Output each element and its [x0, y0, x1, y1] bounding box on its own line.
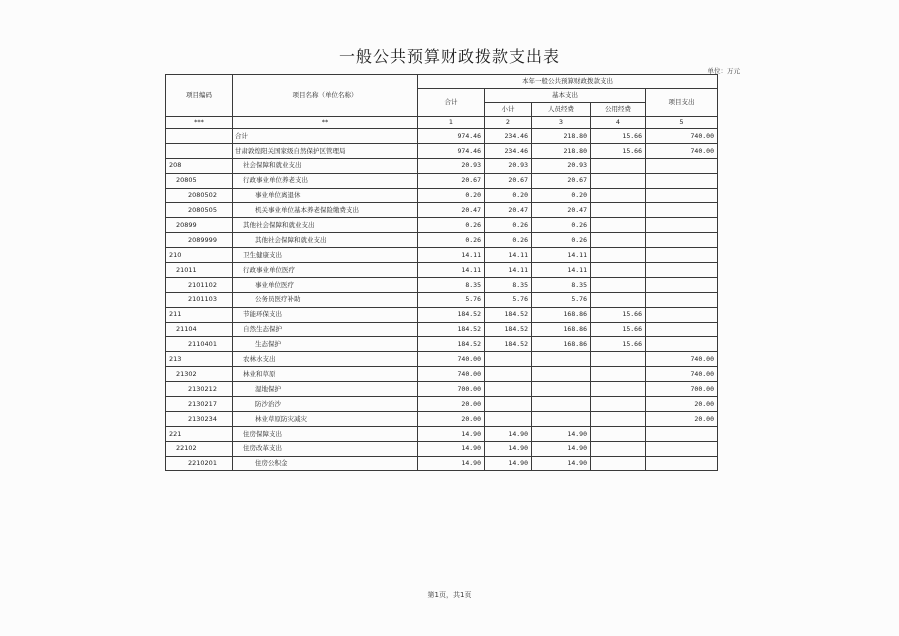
table-row [166, 203, 718, 218]
table-row [166, 248, 718, 263]
cell-subtotal: 234.46 [485, 143, 532, 158]
cell-public: 15.66 [591, 322, 646, 337]
cell-name: 行政事业单位养老支出 [233, 173, 418, 188]
cell-personnel: 8.35 [532, 277, 591, 292]
cell-total: 20.67 [418, 173, 485, 188]
cell-public [591, 173, 646, 188]
cell-personnel [532, 382, 591, 397]
cell-total: 740.00 [418, 352, 485, 367]
cell-public [591, 382, 646, 397]
cell-subtotal: 5.76 [485, 292, 532, 307]
cell-public [591, 263, 646, 278]
cell-personnel [532, 397, 591, 412]
cell-code: 2130217 [166, 397, 233, 412]
column-number: *** [166, 117, 233, 129]
cell-name: 自然生态保护 [233, 322, 418, 337]
cell-public: 15.66 [591, 337, 646, 352]
cell-project [646, 456, 718, 471]
cell-personnel: 0.26 [532, 233, 591, 248]
header-personnel: 人员经费 [532, 103, 591, 117]
header-code: 项目编码 [166, 75, 233, 117]
cell-subtotal: 20.67 [485, 173, 532, 188]
cell-personnel: 14.11 [532, 263, 591, 278]
cell-total: 14.90 [418, 426, 485, 441]
table-row [166, 337, 718, 352]
cell-personnel: 0.26 [532, 218, 591, 233]
table-row [166, 441, 718, 456]
cell-personnel [532, 367, 591, 382]
cell-personnel: 20.47 [532, 203, 591, 218]
cell-subtotal: 0.20 [485, 188, 532, 203]
cell-public [591, 426, 646, 441]
cell-public [591, 218, 646, 233]
cell-name: 卫生健康支出 [233, 248, 418, 263]
cell-project [646, 322, 718, 337]
cell-code: 2080505 [166, 203, 233, 218]
cell-total: 184.52 [418, 322, 485, 337]
cell-name: 防沙治沙 [233, 397, 418, 412]
header-subtotal: 小计 [485, 103, 532, 117]
cell-project [646, 292, 718, 307]
table-row [166, 263, 718, 278]
cell-code: 2130234 [166, 411, 233, 426]
cell-total: 740.00 [418, 367, 485, 382]
cell-public [591, 367, 646, 382]
table-row [166, 426, 718, 441]
cell-subtotal: 20.47 [485, 203, 532, 218]
cell-total: 0.26 [418, 233, 485, 248]
cell-total: 20.47 [418, 203, 485, 218]
unit-label: 单位：万元 [707, 67, 740, 75]
cell-personnel [532, 352, 591, 367]
cell-total: 974.46 [418, 143, 485, 158]
cell-public [591, 158, 646, 173]
cell-name: 节能环保支出 [233, 307, 418, 322]
cell-project [646, 248, 718, 263]
cell-project [646, 158, 718, 173]
cell-subtotal: 184.52 [485, 337, 532, 352]
table-row [166, 188, 718, 203]
column-number: 3 [532, 117, 591, 129]
cell-name: 林业草原防灾减灾 [233, 411, 418, 426]
cell-name: 行政事业单位医疗 [233, 263, 418, 278]
cell-subtotal: 20.93 [485, 158, 532, 173]
table-row [166, 367, 718, 382]
cell-personnel: 5.76 [532, 292, 591, 307]
table-header [166, 75, 718, 129]
cell-subtotal: 14.11 [485, 248, 532, 263]
cell-project [646, 441, 718, 456]
cell-name: 公务员医疗补助 [233, 292, 418, 307]
cell-personnel: 168.86 [532, 322, 591, 337]
cell-name: 事业单位离退休 [233, 188, 418, 203]
header-name: 项目名称（单位名称） [233, 75, 418, 117]
cell-code: 2210201 [166, 456, 233, 471]
header-total: 合计 [418, 89, 485, 117]
table-row [166, 382, 718, 397]
table-row [166, 233, 718, 248]
cell-code: 213 [166, 352, 233, 367]
cell-project: 740.00 [646, 367, 718, 382]
header-project: 项目支出 [646, 89, 718, 117]
cell-name: 甘肃敦煌阳关国家级自然保护区管理局 [233, 143, 418, 158]
cell-name: 其他社会保障和就业支出 [233, 233, 418, 248]
cell-personnel: 218.80 [532, 143, 591, 158]
cell-name: 机关事业单位基本养老保险缴费支出 [233, 203, 418, 218]
cell-name: 农林水支出 [233, 352, 418, 367]
cell-code: 208 [166, 158, 233, 173]
cell-subtotal: 234.46 [485, 129, 532, 144]
cell-subtotal: 0.26 [485, 233, 532, 248]
cell-total: 8.35 [418, 277, 485, 292]
cell-total: 0.20 [418, 188, 485, 203]
column-number-row [166, 117, 718, 129]
header-group: 本年一般公共预算财政拨款支出 [418, 75, 718, 89]
cell-project [646, 218, 718, 233]
cell-project: 20.00 [646, 411, 718, 426]
column-number: 1 [418, 117, 485, 129]
cell-code: 2110401 [166, 337, 233, 352]
cell-subtotal [485, 367, 532, 382]
cell-personnel: 14.90 [532, 426, 591, 441]
cell-total: 20.00 [418, 411, 485, 426]
cell-code: 211 [166, 307, 233, 322]
cell-total: 20.93 [418, 158, 485, 173]
cell-name: 其他社会保障和就业支出 [233, 218, 418, 233]
table-row [166, 411, 718, 426]
cell-public [591, 456, 646, 471]
cell-total: 700.00 [418, 382, 485, 397]
cell-code: 210 [166, 248, 233, 263]
cell-personnel: 168.86 [532, 307, 591, 322]
column-number: 5 [646, 117, 718, 129]
cell-personnel: 20.93 [532, 158, 591, 173]
cell-personnel: 0.20 [532, 188, 591, 203]
cell-project: 700.00 [646, 382, 718, 397]
table-row [166, 129, 718, 144]
column-number: 2 [485, 117, 532, 129]
table-row [166, 456, 718, 471]
cell-subtotal [485, 382, 532, 397]
cell-project [646, 277, 718, 292]
cell-code: 21104 [166, 322, 233, 337]
cell-personnel: 168.86 [532, 337, 591, 352]
header-public: 公用经费 [591, 103, 646, 117]
header-basic: 基本支出 [485, 89, 646, 103]
cell-subtotal: 14.90 [485, 456, 532, 471]
cell-subtotal [485, 397, 532, 412]
cell-project [646, 307, 718, 322]
cell-name: 住房改革支出 [233, 441, 418, 456]
cell-name: 社会保障和就业支出 [233, 158, 418, 173]
cell-name: 湿地保护 [233, 382, 418, 397]
cell-project [646, 337, 718, 352]
cell-name: 生态保护 [233, 337, 418, 352]
cell-code: 2130212 [166, 382, 233, 397]
cell-subtotal: 14.11 [485, 263, 532, 278]
cell-public [591, 233, 646, 248]
cell-project [646, 426, 718, 441]
cell-public [591, 441, 646, 456]
page-title: 一般公共预算财政拨款支出表 [338, 47, 560, 66]
cell-personnel: 20.67 [532, 173, 591, 188]
cell-code [166, 129, 233, 144]
cell-public [591, 203, 646, 218]
table-row [166, 307, 718, 322]
cell-total: 184.52 [418, 337, 485, 352]
cell-subtotal: 184.52 [485, 307, 532, 322]
cell-total: 184.52 [418, 307, 485, 322]
page-footer: 第1页，共1页 [427, 591, 472, 599]
cell-subtotal [485, 352, 532, 367]
cell-code: 2101102 [166, 277, 233, 292]
cell-name: 住房保障支出 [233, 426, 418, 441]
table-row [166, 397, 718, 412]
cell-code: 2089999 [166, 233, 233, 248]
cell-public [591, 188, 646, 203]
cell-project: 740.00 [646, 129, 718, 144]
cell-personnel: 14.90 [532, 441, 591, 456]
cell-code: 21011 [166, 263, 233, 278]
cell-project [646, 263, 718, 278]
cell-public [591, 292, 646, 307]
cell-code: 22102 [166, 441, 233, 456]
cell-subtotal: 8.35 [485, 277, 532, 292]
cell-total: 14.11 [418, 248, 485, 263]
cell-name: 林业和草原 [233, 367, 418, 382]
cell-public [591, 277, 646, 292]
table-row [166, 143, 718, 158]
cell-code: 21302 [166, 367, 233, 382]
cell-total: 974.46 [418, 129, 485, 144]
table-row [166, 277, 718, 292]
cell-total: 14.90 [418, 441, 485, 456]
cell-subtotal: 14.90 [485, 426, 532, 441]
cell-public [591, 411, 646, 426]
cell-code: 2101103 [166, 292, 233, 307]
cell-public: 15.66 [591, 143, 646, 158]
table-body [166, 129, 718, 471]
cell-total: 20.00 [418, 397, 485, 412]
cell-code: 221 [166, 426, 233, 441]
cell-code: 20805 [166, 173, 233, 188]
cell-total: 0.26 [418, 218, 485, 233]
cell-name: 合计 [233, 129, 418, 144]
column-number: ** [233, 117, 418, 129]
cell-total: 5.76 [418, 292, 485, 307]
cell-project: 20.00 [646, 397, 718, 412]
table-row [166, 352, 718, 367]
cell-subtotal: 0.26 [485, 218, 532, 233]
cell-code [166, 143, 233, 158]
cell-name: 事业单位医疗 [233, 277, 418, 292]
cell-project [646, 233, 718, 248]
table-row [166, 158, 718, 173]
cell-project [646, 173, 718, 188]
cell-code: 20899 [166, 218, 233, 233]
cell-subtotal: 14.90 [485, 441, 532, 456]
cell-public [591, 397, 646, 412]
cell-subtotal [485, 411, 532, 426]
cell-code: 2080502 [166, 188, 233, 203]
table-row [166, 322, 718, 337]
cell-total: 14.90 [418, 456, 485, 471]
cell-personnel: 14.11 [532, 248, 591, 263]
cell-project: 740.00 [646, 143, 718, 158]
cell-public: 15.66 [591, 129, 646, 144]
cell-personnel: 14.90 [532, 456, 591, 471]
cell-project [646, 188, 718, 203]
cell-public [591, 352, 646, 367]
cell-public [591, 248, 646, 263]
cell-total: 14.11 [418, 263, 485, 278]
cell-project [646, 203, 718, 218]
table-row [166, 173, 718, 188]
cell-personnel [532, 411, 591, 426]
column-number: 4 [591, 117, 646, 129]
budget-table [165, 74, 718, 471]
table-row [166, 292, 718, 307]
cell-personnel: 218.80 [532, 129, 591, 144]
cell-name: 住房公积金 [233, 456, 418, 471]
cell-public: 15.66 [591, 307, 646, 322]
cell-subtotal: 184.52 [485, 322, 532, 337]
table-row [166, 218, 718, 233]
cell-project: 740.00 [646, 352, 718, 367]
